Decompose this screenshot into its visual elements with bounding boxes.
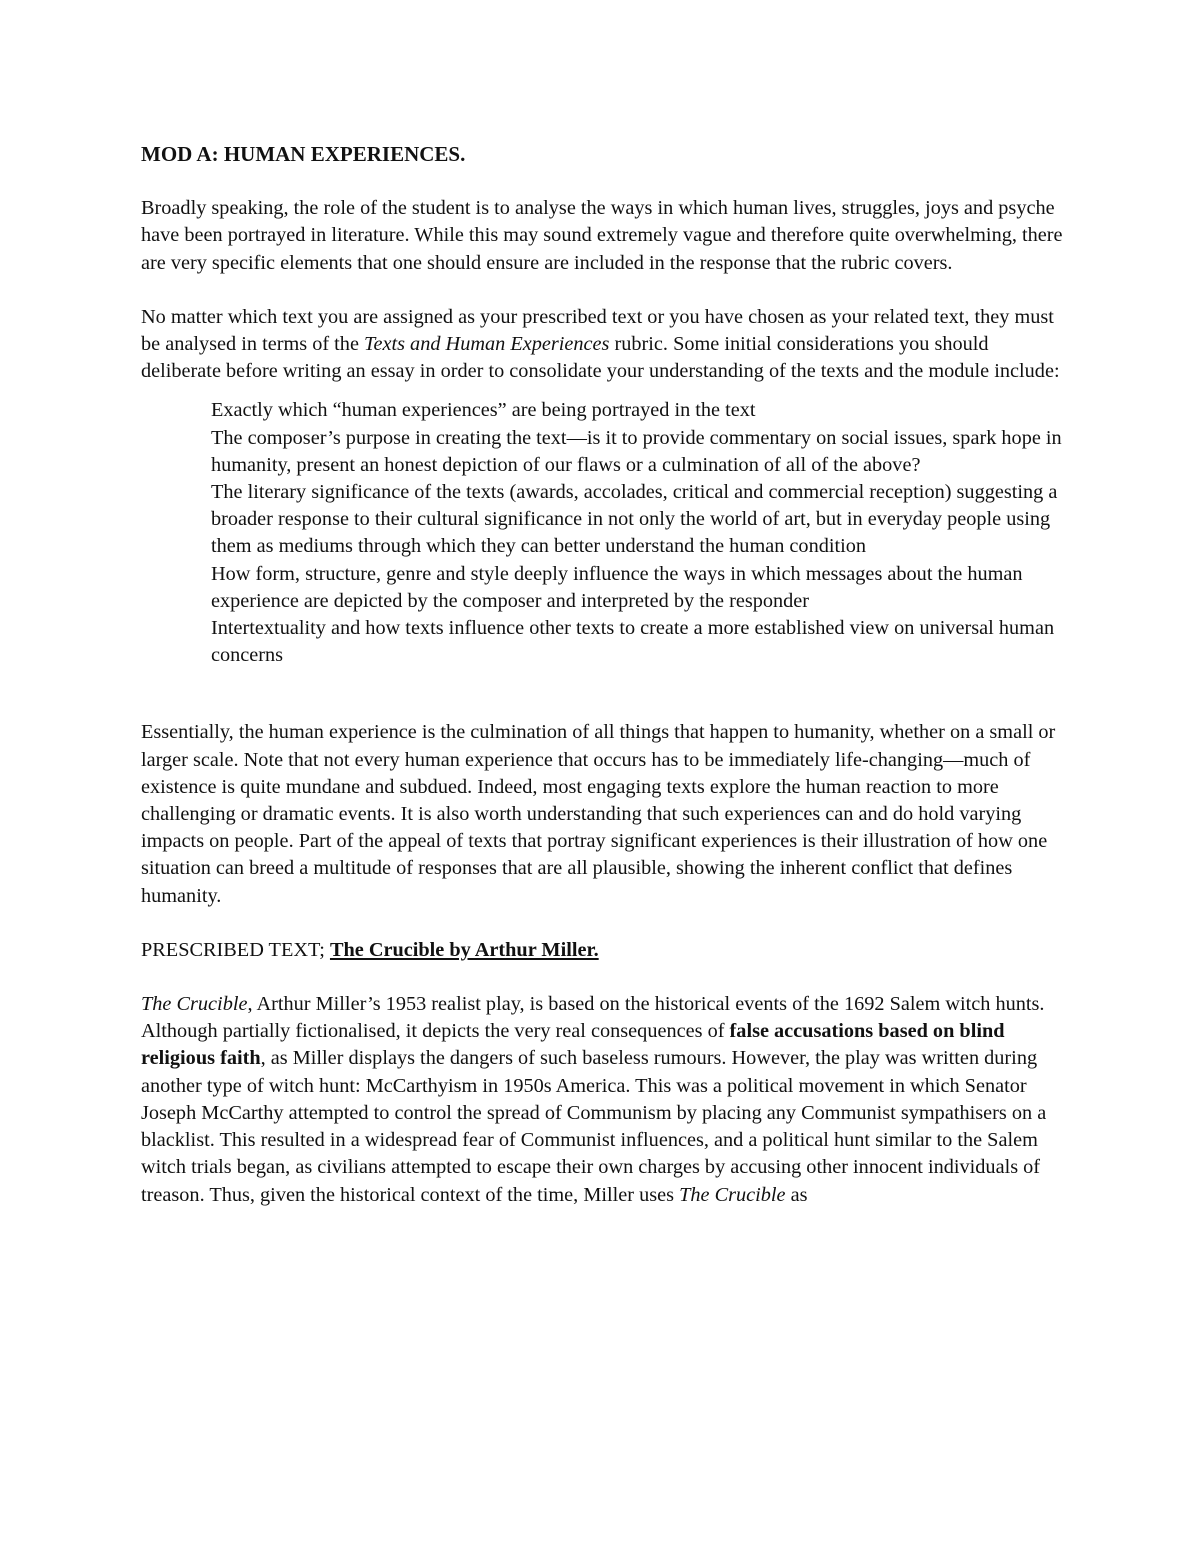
prescribed-label: PRESCRIBED TEXT; [141, 938, 330, 961]
rubric-name: Texts and Human Experiences [364, 333, 610, 356]
crucible-text-2: , as Miller displays the dangers of such baseless rumours. However, the play was written during another type of witch hunt: McCarthyism in 1950s America. This was a political movement in which Senator Joseph McCarthy attempted to control the spread of Communism by placing any Communist sympathisers on a blacklist. This resulted in a widespread fear of Communist influences, and a political hunt similar to the Salem witch trials began, as civilians attempted to escape their own charges by accusing other innocent individuals of treason. Thus, given the historical context of the time, Miller uses [141, 1047, 1047, 1206]
list-item: Intertextuality and how texts influence other texts to create a more established view on universal human concerns [211, 617, 1055, 667]
key-theme: false accusations based on blind religious faith [141, 1020, 1005, 1070]
prescribed-text-heading [141, 937, 1066, 964]
rubric-paragraph-text-1: No matter which text you are assigned as your prescribed text or you have chosen as your related text, they must be analysed in terms of the [141, 305, 1054, 356]
crucible-paragraph [141, 991, 1066, 1209]
list-item: The literary significance of the texts (awards, accolades, critical and commercial reception) suggesting a broader response to their cultural significance in not only the world of art, but in everyday people using them as mediums through which they can better understand the human condition [211, 481, 1058, 558]
list-item: The composer’s purpose in creating the text—is it to provide commentary on social issues, spark hope in humanity, present an honest depiction of our flaws or a culmination of all of the above? [211, 426, 1062, 476]
play-title: The Crucible [679, 1183, 786, 1206]
human-experience-paragraph: Essentially, the human experience is the culmination of all things that happen to humanity, whether on a small or larger scale. Note that not every human experience that occurs has to be immediately life-changing—much of existence is quite mundane and subdued. Indeed, most engaging texts explore the human reaction to more challenging or dramatic events. It is also worth understanding that such experiences can and do hold varying impacts on people. Part of the appeal of texts that portray significant experiences is their illustration of how one situation can breed a multitude of responses that are all plausible, showing the inherent conflict that defines humanity. [141, 721, 1056, 907]
document-body [141, 141, 1066, 1209]
rubric-paragraph [141, 304, 1066, 386]
crucible-text-3: as [785, 1183, 808, 1206]
prescribed-title: The Crucible by Arthur Miller. [329, 938, 599, 961]
document-title: MOD A: HUMAN EXPERIENCES. [141, 142, 466, 166]
intro-paragraph: Broadly speaking, the role of the student is to analyse the ways in which human lives, struggles, joys and psyche have been portrayed in literature. While this may sound extremely vague and therefore quite overwhelming, there are very specific elements that one should ensure are included in the response that the rubric covers. [141, 197, 1063, 274]
considerations-list [141, 397, 1066, 669]
list-item: Exactly which “human experiences” are being portrayed in the text [211, 399, 756, 422]
crucible-text-1: , Arthur Miller’s 1953 realist play, is based on the historical events of the 1692 Salem witch hunts. Although partially fictionalised, it depicts the very real consequences of [141, 993, 1045, 1043]
play-title: The Crucible [141, 993, 248, 1016]
rubric-paragraph-text-2: rubric. Some initial considerations you should deliberate before writing an essay in order to consolidate your understanding of the texts and the module include: [141, 333, 1060, 383]
list-item: How form, structure, genre and style deeply influence the ways in which messages about the human experience are depicted by the composer and interpreted by the responder [211, 562, 1023, 612]
